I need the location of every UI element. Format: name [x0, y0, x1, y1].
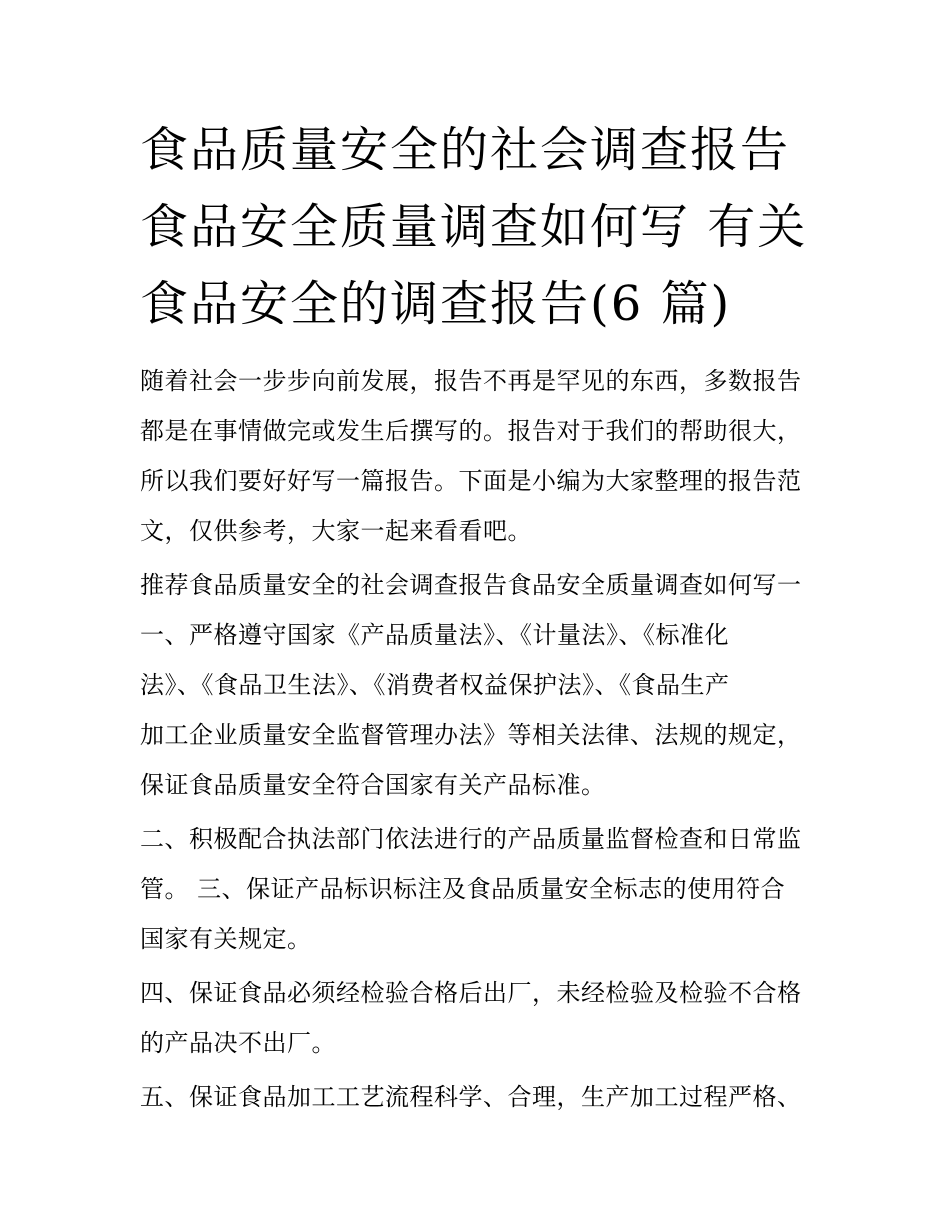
paragraph-intro [140, 356, 830, 556]
title-line: 食品质量安全的社会调查报告 [140, 122, 791, 178]
text-line: 推荐食品质量安全的社会调查报告食品安全质量调查如何写一 [140, 571, 802, 599]
text-line: 管。 三、保证产品标识标注及食品质量安全标志的使用符合 [140, 875, 786, 903]
text-line: 一、严格遵守国家《产品质量法》、《计量法》、《标准化 [140, 621, 729, 649]
paragraph-item-five [140, 1072, 830, 1122]
paragraph-item-four [140, 968, 830, 1068]
document-title [140, 112, 820, 343]
text-line: 所以我们要好好写一篇报告。下面是小编为大家整理的报告范 [140, 467, 802, 495]
title-line: 食品安全质量调查如何写 有关 [140, 199, 808, 255]
text-line: 都是在事情做完或发生后撰写的。报告对于我们的帮助很大， [140, 417, 802, 445]
text-line: 随着社会一步步向前发展，报告不再是罕见的东西，多数报告 [140, 367, 802, 395]
text-line: 保证食品质量安全符合国家有关产品标准。 [140, 771, 606, 799]
paragraph-item-two-three [140, 814, 830, 964]
text-line: 文，仅供参考，大家一起来看看吧。 [140, 517, 532, 545]
paragraph-commitments [140, 560, 830, 810]
text-line: 国家有关规定。 [140, 925, 312, 953]
text-line: 加工企业质量安全监督管理办法》等相关法律、法规的规定， [140, 721, 802, 749]
text-line: 的产品决不出厂。 [140, 1029, 336, 1057]
title-line: 食品安全的调查报告(6 篇) [140, 276, 732, 332]
document-body [140, 356, 830, 1126]
text-line: 四、保证食品必须经检验合格后出厂，未经检验及检验不合格 [140, 979, 802, 1007]
text-line: 五、保证食品加工工艺流程科学、合理，生产加工过程严格、 [140, 1083, 802, 1111]
text-line: 二、积极配合执法部门依法进行的产品质量监督检查和日常监 [140, 825, 802, 853]
text-line: 法》、《食品卫生法》、《消费者权益保护法》、《食品生产 [140, 671, 730, 699]
